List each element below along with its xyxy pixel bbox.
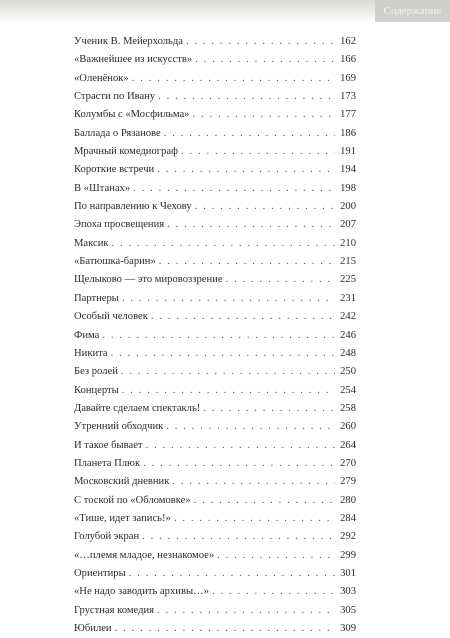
toc-entry-page: 246 bbox=[340, 329, 356, 341]
toc-entry bbox=[74, 547, 356, 565]
toc-entry bbox=[74, 565, 356, 583]
toc-entry-page: 299 bbox=[340, 549, 356, 561]
toc-entry-title: Щелыково — это мировоззрение bbox=[74, 274, 223, 286]
toc-entry-page: 215 bbox=[340, 256, 356, 268]
toc-leader-dots bbox=[112, 235, 335, 253]
toc-entry bbox=[74, 51, 356, 69]
toc-entry bbox=[74, 528, 356, 546]
toc-leader-dots bbox=[121, 363, 335, 381]
toc-entry-title: Короткие встречи bbox=[74, 164, 155, 176]
toc-leader-dots bbox=[194, 492, 335, 510]
toc-entry-page: 301 bbox=[340, 567, 356, 579]
toc-leader-dots bbox=[151, 308, 335, 326]
toc-entry-title: Ученик В. Мейерхольда bbox=[74, 36, 183, 47]
toc-entry-title: Баллада о Рязанове bbox=[74, 127, 161, 139]
toc-entry-title: По направлению к Чехову bbox=[74, 201, 192, 213]
toc-entry-title: «Оленёнок» bbox=[74, 72, 129, 84]
toc-leader-dots bbox=[192, 106, 335, 124]
toc-entry-title: Без ролей bbox=[74, 366, 118, 378]
toc-leader-dots bbox=[158, 88, 335, 106]
toc-leader-dots bbox=[172, 473, 335, 491]
toc-entry-page: 191 bbox=[340, 146, 356, 158]
toc-entry-page: 169 bbox=[340, 72, 356, 84]
toc-entry-title: Особый человек bbox=[74, 311, 148, 323]
toc-entry-title: Страсти по Ивану bbox=[74, 91, 156, 103]
toc-leader-dots bbox=[186, 33, 335, 51]
toc-entry-page: 162 bbox=[340, 36, 356, 47]
toc-leader-dots bbox=[111, 345, 335, 363]
toc-leader-dots bbox=[159, 253, 335, 271]
toc-leader-dots bbox=[122, 382, 335, 400]
toc-entry-title: Никита bbox=[74, 347, 108, 359]
toc-entry bbox=[74, 455, 356, 473]
toc-entry-page: 194 bbox=[340, 164, 356, 176]
toc-entry-page: 292 bbox=[340, 531, 356, 543]
toc-entry-title: Концерты bbox=[74, 384, 119, 396]
toc-leader-dots bbox=[226, 271, 335, 289]
toc-entry bbox=[74, 345, 356, 363]
toc-entry bbox=[74, 492, 356, 510]
toc-entry-page: 280 bbox=[340, 494, 356, 506]
toc-entry bbox=[74, 33, 356, 51]
toc-leader-dots bbox=[203, 400, 335, 418]
toc-entry-title: Колумбы с «Мосфильма» bbox=[74, 109, 190, 121]
toc-leader-dots bbox=[167, 216, 335, 234]
toc-leader-dots bbox=[195, 198, 335, 216]
toc-entry bbox=[74, 620, 356, 638]
toc-entry-title: Юбилеи bbox=[74, 623, 112, 634]
toc-entry-page: 284 bbox=[340, 512, 356, 524]
toc-leader-dots bbox=[146, 437, 335, 455]
toc-entry bbox=[74, 308, 356, 326]
toc-entry-title: Планета Плюк bbox=[74, 457, 141, 469]
toc-entry-page: 305 bbox=[340, 604, 356, 616]
toc-entry bbox=[74, 198, 356, 216]
toc-entry bbox=[74, 437, 356, 455]
toc-entry bbox=[74, 235, 356, 253]
toc-entry-page: 177 bbox=[340, 109, 356, 121]
toc-entry bbox=[74, 363, 356, 381]
toc-leader-dots bbox=[122, 290, 335, 308]
toc-leader-dots bbox=[157, 602, 335, 620]
toc-entry-title: Эпоха просвещения bbox=[74, 219, 165, 231]
toc-entry-title: Голубой экран bbox=[74, 531, 140, 543]
toc-entry-page: 303 bbox=[340, 586, 356, 598]
toc-entry-page: 258 bbox=[340, 402, 356, 414]
toc-entry-page: 210 bbox=[340, 237, 356, 249]
toc-entry-title: Давайте сделаем спектакль! bbox=[74, 402, 201, 414]
toc-entry-page: 260 bbox=[340, 421, 356, 433]
toc-entry bbox=[74, 253, 356, 271]
toc-entry-title: Московский дневник bbox=[74, 476, 170, 488]
toc-entry-title: «Важнейшее из искусств» bbox=[74, 54, 193, 66]
toc-entry bbox=[74, 583, 356, 601]
toc-entry bbox=[74, 88, 356, 106]
toc-leader-dots bbox=[195, 51, 335, 69]
toc-entry-page: 242 bbox=[340, 311, 356, 323]
toc-entry-title: В «Штанах» bbox=[74, 182, 131, 194]
toc-entry-title: Грустная комедия bbox=[74, 604, 155, 616]
toc-entry-page: 186 bbox=[340, 127, 356, 139]
toc-entry bbox=[74, 125, 356, 143]
toc-entry-title: С тоской по «Обломовке» bbox=[74, 494, 191, 506]
toc-entry bbox=[74, 161, 356, 179]
toc-entry bbox=[74, 180, 356, 198]
toc-entry-title: «Тише, идет запись!» bbox=[74, 512, 171, 524]
toc-leader-dots bbox=[133, 180, 335, 198]
toc-entry-page: 309 bbox=[340, 623, 356, 634]
toc-leader-dots bbox=[102, 327, 335, 345]
toc-entry bbox=[74, 271, 356, 289]
toc-entry bbox=[74, 70, 356, 88]
toc-entry-title: «…племя младое, незнакомое» bbox=[74, 549, 215, 561]
toc-leader-dots bbox=[164, 125, 335, 143]
toc-entry-title: Максик bbox=[74, 237, 109, 249]
running-header: Содержание bbox=[375, 0, 450, 22]
toc-entry-page: 225 bbox=[340, 274, 356, 286]
toc-leader-dots bbox=[212, 583, 335, 601]
toc-entry-page: 248 bbox=[340, 347, 356, 359]
toc-entry-page: 198 bbox=[340, 182, 356, 194]
toc-entry bbox=[74, 400, 356, 418]
toc-entry bbox=[74, 510, 356, 528]
toc-leader-dots bbox=[217, 547, 335, 565]
toc-entry-page: 231 bbox=[340, 292, 356, 304]
toc-entry-title: Партнеры bbox=[74, 292, 119, 304]
toc-entry-title: Фима bbox=[74, 329, 100, 341]
toc-entry bbox=[74, 290, 356, 308]
toc-leader-dots bbox=[132, 70, 335, 88]
toc-entry bbox=[74, 106, 356, 124]
toc-leader-dots bbox=[115, 620, 335, 638]
toc-entry bbox=[74, 216, 356, 234]
toc-entry-title: Мрачный комедиограф bbox=[74, 146, 178, 158]
toc-leader-dots bbox=[142, 528, 335, 546]
toc-leader-dots bbox=[129, 565, 335, 583]
table-of-contents bbox=[74, 33, 356, 638]
toc-entry-page: 254 bbox=[340, 384, 356, 396]
toc-entry bbox=[74, 418, 356, 436]
toc-entry bbox=[74, 382, 356, 400]
toc-entry-title: «Не надо заводить архивы…» bbox=[74, 586, 209, 598]
toc-entry-page: 173 bbox=[340, 91, 356, 103]
toc-leader-dots bbox=[174, 510, 335, 528]
toc-entry bbox=[74, 327, 356, 345]
toc-entry-page: 207 bbox=[340, 219, 356, 231]
toc-entry bbox=[74, 473, 356, 491]
toc-entry-page: 264 bbox=[340, 439, 356, 451]
toc-entry-page: 250 bbox=[340, 366, 356, 378]
toc-entry-page: 279 bbox=[340, 476, 356, 488]
toc-entry-title: И такое бывает bbox=[74, 439, 143, 451]
toc-leader-dots bbox=[143, 455, 335, 473]
toc-leader-dots bbox=[157, 161, 335, 179]
toc-entry-page: 200 bbox=[340, 201, 356, 213]
toc-entry-title: Ориентиры bbox=[74, 567, 126, 579]
toc-leader-dots bbox=[166, 418, 335, 436]
toc-entry-page: 270 bbox=[340, 457, 356, 469]
toc-leader-dots bbox=[181, 143, 335, 161]
toc-entry bbox=[74, 143, 356, 161]
toc-entry-title: «Батюшка-барин» bbox=[74, 256, 156, 268]
toc-entry-title: Утренний обходчик bbox=[74, 421, 164, 433]
toc-entry-page: 166 bbox=[340, 54, 356, 66]
toc-entry bbox=[74, 602, 356, 620]
